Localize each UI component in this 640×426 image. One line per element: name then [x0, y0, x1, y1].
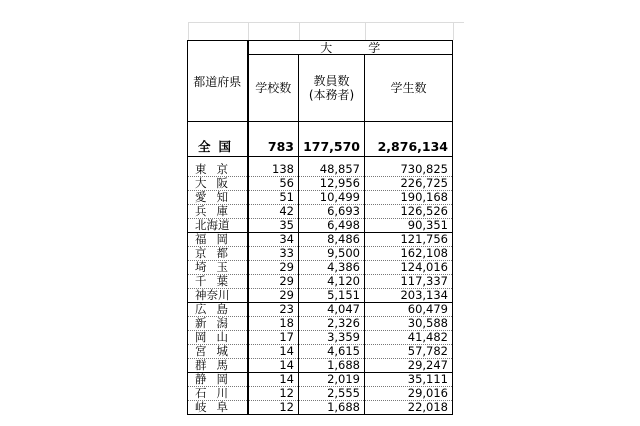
schools-cell: 14: [248, 359, 299, 373]
students-cell: 29,247: [365, 359, 453, 373]
header-group-char-1: 大: [320, 40, 333, 55]
students-cell: 190,168: [365, 191, 453, 205]
spreadsheet-page: [174, 22, 464, 426]
students-cell: 30,588: [365, 317, 453, 331]
schools-cell: 23: [248, 303, 299, 317]
header-prefecture: [188, 41, 248, 122]
students-cell: 60,479: [365, 303, 453, 317]
sheet-gridline: [188, 22, 464, 23]
table-row: [188, 247, 453, 261]
students-cell: 126,526: [365, 205, 453, 219]
table-row: [188, 261, 453, 275]
prefecture-cell: 岐阜: [188, 401, 248, 415]
table-row: [188, 163, 453, 177]
prefecture-cell: 千葉: [188, 275, 248, 289]
table-row: [188, 191, 453, 205]
faculty-cell: 5,151: [299, 289, 365, 303]
faculty-cell: 6,498: [299, 219, 365, 233]
total-faculty: 177,570: [299, 136, 365, 157]
total-label: 全国: [188, 136, 248, 157]
header-prefecture-label: 都道府県: [193, 74, 242, 89]
faculty-cell: 3,359: [299, 331, 365, 345]
faculty-cell: 48,857: [299, 163, 365, 177]
schools-cell: 18: [248, 317, 299, 331]
table-row: [188, 177, 453, 191]
prefecture-cell: 静岡: [188, 373, 248, 387]
faculty-cell: 2,019: [299, 373, 365, 387]
students-cell: 730,825: [365, 163, 453, 177]
faculty-cell: 9,500: [299, 247, 365, 261]
header-students-label: 学生数: [390, 81, 427, 95]
prefecture-cell: 神奈川: [188, 289, 248, 303]
prefecture-cell: 岡山: [188, 331, 248, 345]
students-cell: 22,018: [365, 401, 453, 415]
schools-cell: 33: [248, 247, 299, 261]
schools-cell: 14: [248, 373, 299, 387]
students-cell: 41,482: [365, 331, 453, 345]
table-row: [188, 289, 453, 303]
total-schools: 783: [248, 136, 299, 157]
schools-cell: 29: [248, 275, 299, 289]
table-row: [188, 233, 453, 247]
table-row: [188, 275, 453, 289]
header-faculty-label: 教員数: [313, 74, 350, 88]
total-students: 2,876,134: [365, 136, 453, 157]
header-students: [365, 55, 453, 122]
students-cell: 162,108: [365, 247, 453, 261]
faculty-cell: 4,386: [299, 261, 365, 275]
prefecture-cell: 東京: [188, 163, 248, 177]
prefecture-cell: 兵庫: [188, 205, 248, 219]
students-cell: 203,134: [365, 289, 453, 303]
students-cell: 124,016: [365, 261, 453, 275]
students-cell: 121,756: [365, 233, 453, 247]
table-row: [188, 205, 453, 219]
table-row: [188, 317, 453, 331]
faculty-cell: 1,688: [299, 401, 365, 415]
prefecture-cell: 石川: [188, 387, 248, 401]
prefecture-cell: 北海道: [188, 219, 248, 233]
table-row: [188, 373, 453, 387]
prefecture-cell: 埼玉: [188, 261, 248, 275]
spacer-row: [188, 122, 453, 137]
faculty-cell: 4,120: [299, 275, 365, 289]
schools-cell: 12: [248, 401, 299, 415]
prefecture-cell: 広島: [188, 303, 248, 317]
university-stats-table: [187, 40, 453, 415]
header-faculty: [299, 55, 365, 122]
faculty-cell: 4,047: [299, 303, 365, 317]
schools-cell: 138: [248, 163, 299, 177]
faculty-cell: 2,326: [299, 317, 365, 331]
header-university-group: [248, 41, 453, 55]
prefecture-cell: 福岡: [188, 233, 248, 247]
students-cell: 226,725: [365, 177, 453, 191]
students-cell: 57,782: [365, 345, 453, 359]
schools-cell: 35: [248, 219, 299, 233]
header-group-char-2: 学: [368, 40, 381, 55]
table-row: [188, 345, 453, 359]
schools-cell: 51: [248, 191, 299, 205]
table-row: [188, 359, 453, 373]
sheet-gridline: [188, 22, 189, 40]
faculty-cell: 8,486: [299, 233, 365, 247]
table-row: [188, 303, 453, 317]
faculty-cell: 2,555: [299, 387, 365, 401]
total-row: [188, 136, 453, 157]
schools-cell: 12: [248, 387, 299, 401]
faculty-cell: 12,956: [299, 177, 365, 191]
students-cell: 29,016: [365, 387, 453, 401]
prefecture-cell: 愛知: [188, 191, 248, 205]
sheet-gridline: [299, 22, 300, 40]
prefecture-cell: 宮城: [188, 345, 248, 359]
table-row: [188, 387, 453, 401]
table-row: [188, 331, 453, 345]
header-schools: [248, 55, 299, 122]
sheet-gridline: [365, 22, 366, 40]
header-faculty-sublabel: (本務者): [308, 88, 355, 102]
table-row: [188, 219, 453, 233]
schools-cell: 17: [248, 331, 299, 345]
schools-cell: 29: [248, 289, 299, 303]
faculty-cell: 6,693: [299, 205, 365, 219]
sheet-gridline: [248, 22, 249, 40]
students-cell: 35,111: [365, 373, 453, 387]
schools-cell: 34: [248, 233, 299, 247]
prefecture-cell: 大阪: [188, 177, 248, 191]
header-schools-label: 学校数: [255, 81, 292, 95]
faculty-cell: 1,688: [299, 359, 365, 373]
prefecture-cell: 群馬: [188, 359, 248, 373]
schools-cell: 29: [248, 261, 299, 275]
schools-cell: 42: [248, 205, 299, 219]
schools-cell: 14: [248, 345, 299, 359]
prefecture-cell: 新潟: [188, 317, 248, 331]
students-cell: 90,351: [365, 219, 453, 233]
table-row: [188, 401, 453, 415]
prefecture-cell: 京都: [188, 247, 248, 261]
faculty-cell: 10,499: [299, 191, 365, 205]
faculty-cell: 4,615: [299, 345, 365, 359]
sheet-gridline: [453, 22, 454, 40]
schools-cell: 56: [248, 177, 299, 191]
students-cell: 117,337: [365, 275, 453, 289]
